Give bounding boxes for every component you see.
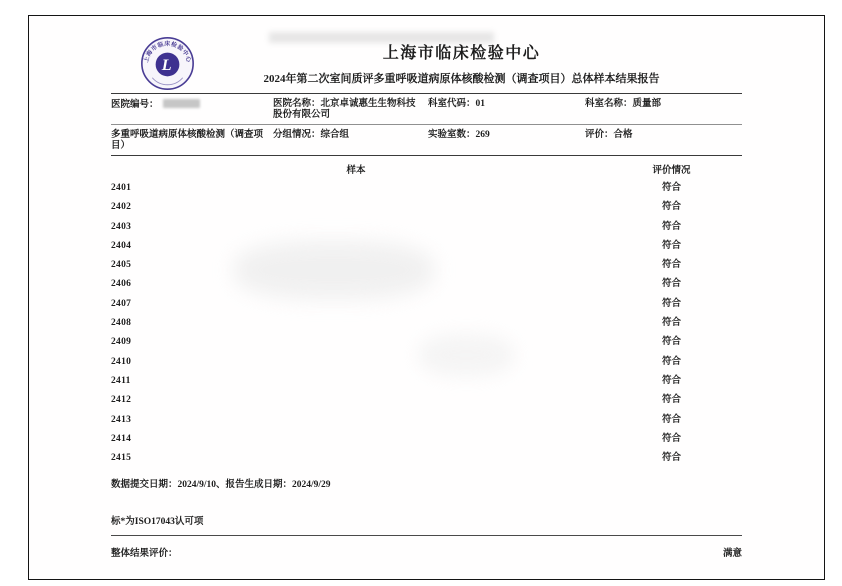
project-name: 多重呼吸道病原体核酸检测（调查项目）: [111, 130, 264, 151]
sample-eval: 符合: [661, 414, 681, 425]
table-row: [111, 259, 742, 278]
table-row: [111, 375, 742, 394]
report-content: [111, 16, 742, 559]
report-title: 2024年第二次室间质评多重呼吸道病原体核酸检测（调查项目）总体样本结果报告: [263, 73, 660, 85]
sample-eval: 符合: [661, 356, 681, 367]
dept-code-field: [428, 99, 585, 120]
seal-icon: [139, 35, 196, 92]
hospital-name-field: [273, 99, 428, 120]
group-label: 分组情况：: [273, 130, 321, 140]
dept-code-value: 01: [475, 99, 486, 109]
lab-count-label: 实验室数：: [428, 130, 476, 140]
seal-ring-text: 上海市临床检验中心: [143, 41, 192, 64]
table-row: [111, 278, 742, 297]
hospital-info-row: [111, 94, 742, 124]
eval-field: [585, 130, 742, 151]
table-row: [111, 221, 742, 240]
table-row: [111, 433, 742, 452]
hospital-name-label: 医院名称：: [273, 99, 321, 109]
sample-id: 2414: [111, 433, 132, 444]
sample-id: 2401: [111, 183, 132, 193]
dept-code-label: 科室代码：: [428, 99, 476, 109]
dept-name-value: 质量部: [632, 99, 662, 109]
sample-id: 2412: [111, 395, 132, 406]
report-page: [28, 15, 825, 580]
eval-column-header: 评价情况: [652, 166, 691, 176]
sample-eval: 符合: [661, 298, 681, 309]
hospital-id-redacted: [163, 99, 200, 108]
sample-id: 2403: [111, 221, 132, 232]
sample-eval: 符合: [661, 375, 681, 386]
sample-id: 2404: [111, 240, 132, 251]
sample-id: 2415: [111, 453, 132, 464]
sample-eval: 符合: [661, 240, 681, 251]
divider-footer: [111, 535, 742, 536]
group-field: [273, 130, 428, 151]
project-info-row: [111, 125, 742, 155]
sample-table-body: [111, 182, 742, 471]
sample-eval: 符合: [661, 433, 681, 444]
group-value: 综合组: [320, 130, 350, 140]
sample-eval: 符合: [661, 221, 681, 232]
sample-id: 2408: [111, 318, 132, 329]
iso-note: 标*为ISO17043认可项: [111, 517, 204, 528]
header-titles: [181, 16, 742, 86]
sample-eval: 符合: [661, 318, 681, 329]
hospital-name-value: 北京卓诚惠生生物科技股份有限公司: [273, 99, 416, 120]
sample-id: 2406: [111, 279, 132, 290]
overall-result-label: 整体结果评价：: [111, 549, 178, 560]
sample-id: 2402: [111, 202, 132, 213]
table-row: [111, 394, 742, 413]
sample-id: 2409: [111, 337, 132, 348]
sample-id: 2405: [111, 260, 132, 271]
report-dates: 数据提交日期：2024/9/10、报告生成日期：2024/9/29: [111, 480, 331, 491]
table-row: [111, 298, 742, 317]
hospital-id-label: 医院编号：: [111, 100, 159, 110]
sample-id: 2407: [111, 298, 132, 309]
hospital-id-field: [111, 99, 273, 120]
eval-label: 评价：: [585, 130, 614, 140]
lab-count-value: 269: [475, 130, 490, 140]
table-row: [111, 336, 742, 355]
sample-eval: 符合: [661, 337, 681, 348]
overall-result-row: [111, 545, 742, 559]
table-row: [111, 356, 742, 375]
overall-result-value: 满意: [722, 549, 742, 560]
dept-name-label: 科室名称：: [585, 99, 633, 109]
lab-count-field: [428, 130, 585, 151]
dept-name-field: [585, 99, 742, 120]
sample-eval: 符合: [661, 395, 681, 406]
table-row: [111, 414, 742, 433]
sample-eval: 符合: [661, 260, 681, 271]
table-row: [111, 452, 742, 471]
sample-id: 2411: [111, 375, 131, 386]
table-row: [111, 240, 742, 259]
table-row: [111, 182, 742, 201]
sample-column-header: 样本: [346, 166, 366, 176]
seal-monogram: L: [161, 57, 172, 75]
eval-value: 合格: [613, 130, 633, 140]
sample-eval: 符合: [661, 453, 681, 464]
table-row: [111, 317, 742, 336]
sample-id: 2413: [111, 414, 132, 425]
sample-eval: 符合: [661, 279, 681, 290]
table-header-row: [111, 156, 742, 182]
org-seal-logo: [139, 35, 196, 92]
org-name: 上海市临床检验中心: [382, 45, 541, 62]
sample-id: 2410: [111, 356, 132, 367]
table-row: [111, 201, 742, 220]
sample-eval: 符合: [661, 202, 681, 213]
report-header: [111, 16, 742, 93]
sample-eval: 符合: [661, 183, 681, 193]
